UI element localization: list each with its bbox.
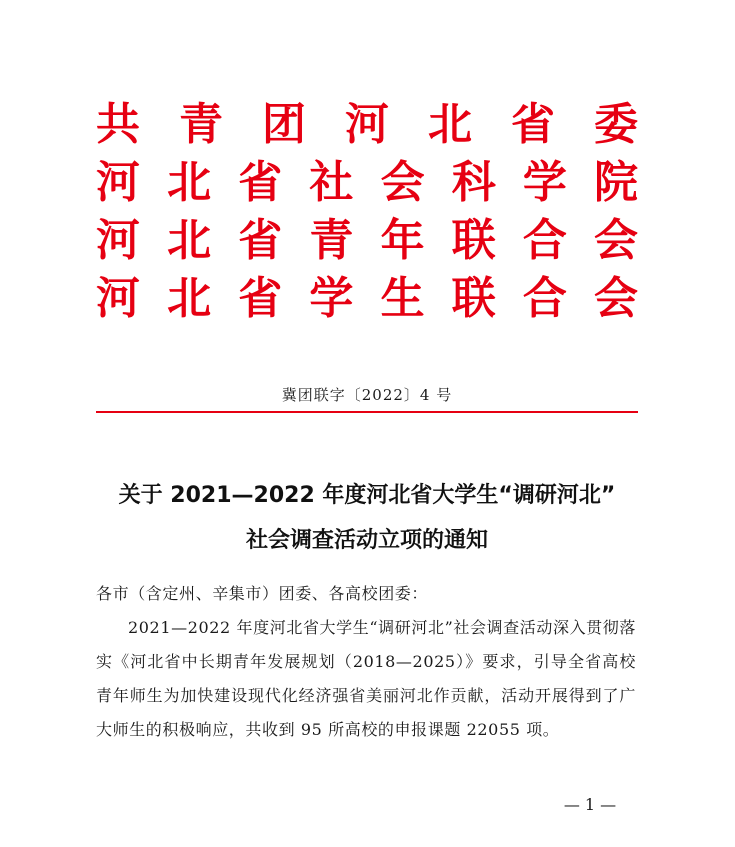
issuer-line-youth-federation bbox=[96, 212, 638, 270]
issuer-char: 学 bbox=[309, 273, 354, 324]
issuer-char: 北 bbox=[428, 99, 472, 150]
issuer-line-student-federation bbox=[96, 270, 638, 328]
issuer-char: 团 bbox=[262, 99, 306, 150]
issuer-char: 委 bbox=[594, 99, 638, 150]
issuer-char: 北 bbox=[167, 157, 212, 208]
issuer-char: 会 bbox=[380, 157, 425, 208]
issuer-char: 年 bbox=[380, 215, 425, 266]
page-number: — 1 — bbox=[563, 795, 617, 814]
issuer-char: 省 bbox=[238, 157, 283, 208]
issuer-char: 北 bbox=[167, 215, 212, 266]
red-divider bbox=[96, 411, 638, 413]
body-paragraph: 2021—2022 年度河北省大学生“调研河北”社会调查活动深入贯彻落实《河北省中长期青年发展规划（2018—2025）》要求，引导全省高校青年师生为加快建设现代化经济强省美丽河北作贡献，活动开展得到了广大师生的积极响应，共收到 95 所高校的申报课题 22055 项。 bbox=[96, 618, 636, 739]
notice-title-line-1: 关于 2021—2022 年度河北省大学生“调研河北” bbox=[118, 483, 616, 508]
issuer-char: 院 bbox=[593, 157, 638, 208]
issuer-char: 合 bbox=[522, 215, 567, 266]
issuer-char: 河 bbox=[96, 215, 140, 266]
issuer-char: 河 bbox=[345, 99, 389, 150]
issuer-char: 青 bbox=[309, 215, 354, 266]
issuer-char: 会 bbox=[593, 215, 638, 266]
issuer-char: 北 bbox=[167, 273, 212, 324]
notice-title-line-2: 社会调查活动立项的通知 bbox=[245, 528, 488, 553]
issuer-char: 省 bbox=[511, 99, 555, 150]
issuer-char: 青 bbox=[179, 99, 223, 150]
document-number: 冀团联字〔2022〕4 号 bbox=[281, 386, 453, 404]
issuer-char: 生 bbox=[380, 273, 425, 324]
issuer-line-academy bbox=[96, 154, 638, 212]
issuer-char: 学 bbox=[522, 157, 567, 208]
issuer-char: 省 bbox=[238, 273, 283, 324]
issuer-char: 合 bbox=[522, 273, 567, 324]
issuer-char: 共 bbox=[96, 99, 140, 150]
issuer-char: 河 bbox=[96, 273, 140, 324]
issuer-char: 河 bbox=[96, 157, 140, 208]
issuer-char: 科 bbox=[451, 157, 496, 208]
issuer-char: 会 bbox=[593, 273, 638, 324]
salutation: 各市（含定州、辛集市）团委、各高校团委： bbox=[96, 584, 429, 603]
issuer-char: 联 bbox=[451, 273, 496, 324]
issuer-char: 社 bbox=[309, 157, 354, 208]
issuer-char: 省 bbox=[238, 215, 283, 266]
issuer-line-youth-league bbox=[96, 96, 638, 154]
issuer-header bbox=[96, 96, 638, 328]
issuer-char: 联 bbox=[451, 215, 496, 266]
